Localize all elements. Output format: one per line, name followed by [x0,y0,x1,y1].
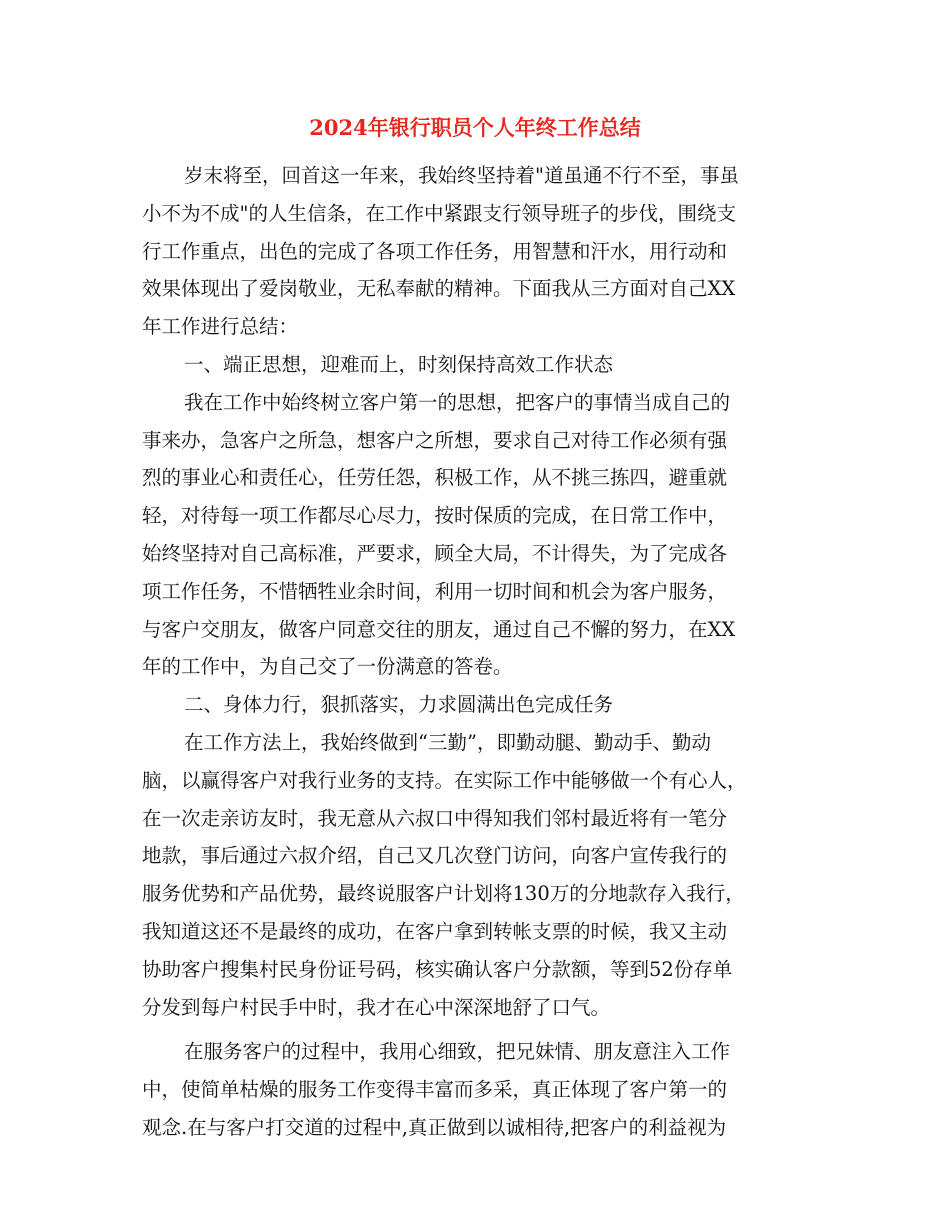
text-line: 观念.在与客户打交道的过程中,真正做到以诚相待,把客户的利益视为 [142,1115,727,1139]
text-line: 行工作重点，出色的完成了各项工作任务，用智慧和汗水，用行动和 [142,239,728,263]
text-line: 事来办，急客户之所急，想客户之所想，要求自己对待工作必须有强 [142,428,728,452]
text-line: 服务优势和产品优势，最终说服客户计划将130万的分地款存入我行， [142,882,745,906]
section-heading-1: 一、端正思想，迎难而上，时刻保持高效工作状态 [184,352,614,376]
document-body [142,157,807,1147]
text-line: 在工作方法上，我始终做到“三勤”，即勤动腿、勤动手、勤动 [184,730,711,754]
text-line: 岁末将至，回首这一年来，我始终坚持着"道虽通不行不至，事虽 [184,164,739,187]
text-line: 始终坚持对自己高标准，严要求，顾全大局，不计得失，为了完成各 [142,541,728,565]
text-line: 年工作进行总结： [142,315,299,339]
text-line: 项工作任务，不惜牺牲业余时间，利用一切时间和机会为客户服务， [142,579,728,603]
section-heading-2: 二、身体力行，狠抓落实，力求圆满出色完成任务 [184,693,614,717]
text-line: 协助客户搜集村民身份证号码，核实确认客户分款额，等到52份存单 [142,957,733,981]
text-line: 效果体现出了爱岗敬业，无私奉献的精神。下面我从三方面对自己XX [142,277,736,301]
text-line: 烈的事业心和责任心，任劳任怨，积极工作，从不挑三拣四，避重就 [142,466,728,490]
text-line: 与客户交朋友，做客户同意交往的朋友，通过自己不懈的努力，在XX [142,617,736,641]
text-line: 我知道这还不是最终的成功，在客户拿到转帐支票的时候，我又主动 [142,919,728,943]
text-line: 地款，事后通过六叔介绍，自己又几次登门访问，向客户宣传我行的 [142,844,728,868]
text-line: 在一次走亲访友时，我无意从六叔口中得知我们邻村最近将有一笔分 [142,806,728,830]
document-title: 2024年银行职员个人年终工作总结 [309,115,641,140]
text-line: 小不为不成"的人生信条，在工作中紧跟支行领导班子的步伐，围绕支 [142,201,736,225]
text-line: 我在工作中始终树立客户第一的思想，把客户的事情当成自己的 [184,390,731,414]
text-line: 脑，以赢得客户对我行业务的支持。在实际工作中能够做一个有心人， [142,768,747,792]
text-line: 在服务客户的过程中，我用心细致，把兄妹情、朋友意注入工作 [184,1040,731,1064]
text-line: 年的工作中，为自己交了一份满意的答卷。 [142,655,513,679]
text-line: 轻，对待每一项工作都尽心尽力，按时保质的完成，在日常工作中， [142,504,728,528]
text-line: 分发到每户村民手中时，我才在心中深深地舒了口气。 [142,995,611,1019]
text-line: 中，使简单枯燥的服务工作变得丰富而多采，真正体现了客户第一的 [142,1078,728,1102]
